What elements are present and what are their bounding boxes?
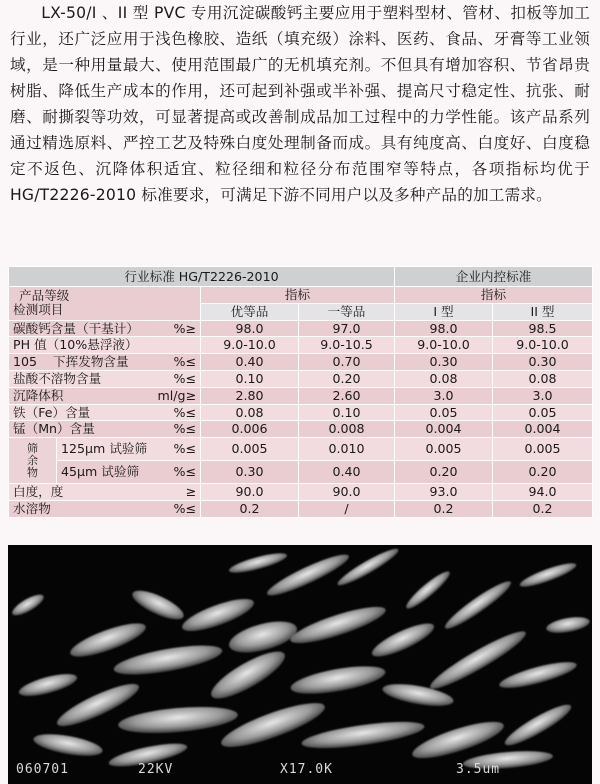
sem-particles-image bbox=[8, 545, 592, 784]
row-unit: ml/g≥ bbox=[157, 387, 196, 403]
cell-value: 0.005 bbox=[201, 438, 299, 461]
row-name: 铁（Fe）含量 bbox=[13, 404, 91, 420]
cell-value: 0.20 bbox=[493, 461, 593, 484]
row-name: 45μm 试验筛 bbox=[61, 464, 140, 480]
cell-value: 98.5 bbox=[493, 320, 593, 337]
sem-magnification: X17.0K bbox=[280, 762, 333, 777]
grade-item-header bbox=[9, 287, 201, 321]
table-row bbox=[9, 354, 593, 371]
row-name: 水溶物 bbox=[13, 500, 51, 516]
cell-value: 90.0 bbox=[201, 484, 299, 501]
row-name: 105 下挥发物含量 bbox=[13, 354, 129, 370]
cell-value: 98.0 bbox=[201, 320, 299, 337]
cell-value: 0.08 bbox=[493, 370, 593, 387]
particle-group bbox=[9, 545, 590, 772]
row-name: 盐酸不溶物含量 bbox=[13, 370, 102, 386]
sieve-label-char: 余 bbox=[27, 453, 38, 467]
row-name: 碳酸钙含量（干基计） bbox=[13, 320, 139, 336]
row-name: 锰（Mn）含量 bbox=[13, 421, 95, 437]
grade-label: 产品等级 bbox=[19, 288, 70, 304]
row-unit: %≥ bbox=[173, 320, 196, 336]
sem-scale-value: 3.5um bbox=[456, 762, 501, 777]
cell-value: 3.0 bbox=[395, 387, 493, 404]
cell-value: 3.0 bbox=[493, 387, 593, 404]
cell-value: 0.10 bbox=[201, 370, 299, 387]
cell-value: 0.2 bbox=[201, 500, 299, 517]
table-row bbox=[9, 387, 593, 404]
table-row bbox=[9, 484, 593, 501]
cell-value: 0.005 bbox=[395, 438, 493, 461]
cell-value: 0.2 bbox=[395, 500, 493, 517]
cell-value: 0.70 bbox=[299, 354, 395, 371]
cell-value: 9.0-10.5 bbox=[299, 337, 395, 354]
cell-value: 0.006 bbox=[201, 421, 299, 438]
row-unit: %≤ bbox=[173, 500, 196, 516]
cell-value: 9.0-10.0 bbox=[201, 337, 299, 354]
cell-value: 0.08 bbox=[201, 404, 299, 421]
cell-value: 0.30 bbox=[493, 354, 593, 371]
row-unit: %≤ bbox=[173, 441, 196, 457]
cell-value: 0.40 bbox=[201, 354, 299, 371]
sem-voltage: 22KV bbox=[138, 762, 174, 777]
col-header-type-i: I 型 bbox=[395, 303, 493, 320]
sem-micrograph bbox=[8, 545, 592, 784]
sem-info-bar bbox=[8, 762, 592, 780]
row-unit: ≥ bbox=[185, 484, 196, 500]
cell-value: 93.0 bbox=[395, 484, 493, 501]
product-description bbox=[10, 0, 590, 262]
row-unit: %≤ bbox=[173, 464, 196, 480]
table-row bbox=[9, 404, 593, 421]
description-paragraph: LX-50/I 、II 型 PVC 专用沉淀碳酸钙主要应用于塑料型材、管材、扣板等加工行业，还广泛应用于浅色橡胶、造纸（填充级）涂料、医药、食品、牙膏等工业领域，是一种用量最大、使用范围最广的无机填充剂。不但具有增加容积、节省昂贵树脂、降低生产成本的作用，还可起到补强或半补强、提高尺寸稳定性、抗张、耐磨、耐撕裂等功效，可显著提高或改善制成品加工过程中的力学性能。该产品系列通过精选原料、严控工艺及特殊白度处理制备而成。具有纯度高、白度好、白度稳定不返色、沉降体积适宜、粒径细和粒径分布范围窄等特点，各项指标均优于 HG/T2226-2010 标准要求，可满足下游不同用户以及多种产品的加工需求。 bbox=[10, 4, 590, 204]
row-name: PH 值（10%悬浮液） bbox=[13, 337, 138, 353]
cell-value: 0.08 bbox=[395, 370, 493, 387]
row-name: 白度，度 bbox=[13, 484, 64, 500]
grade-header-row bbox=[9, 287, 593, 304]
item-label: 检测项目 bbox=[13, 302, 64, 318]
table-row bbox=[9, 438, 593, 461]
cell-value: 90.0 bbox=[299, 484, 395, 501]
cell-value: / bbox=[299, 500, 395, 517]
cell-value: 0.20 bbox=[395, 461, 493, 484]
cell-value: 0.20 bbox=[299, 370, 395, 387]
cell-value: 2.60 bbox=[299, 387, 395, 404]
col-header-type-ii: II 型 bbox=[493, 303, 593, 320]
table-row bbox=[9, 370, 593, 387]
table-row bbox=[9, 461, 593, 484]
sieve-label-char: 筛 bbox=[27, 441, 38, 455]
industry-standard-header: 行业标准 HG/T2226-2010 bbox=[9, 267, 395, 287]
cell-value: 0.010 bbox=[299, 438, 395, 461]
cell-value: 0.40 bbox=[299, 461, 395, 484]
table-row bbox=[9, 337, 593, 354]
row-unit: %≤ bbox=[173, 354, 196, 370]
row-unit: %≤ bbox=[173, 404, 196, 420]
table-row bbox=[9, 500, 593, 517]
row-unit: %≤ bbox=[173, 370, 196, 386]
cell-value: 0.30 bbox=[395, 354, 493, 371]
cell-value: 0.05 bbox=[395, 404, 493, 421]
cell-value: 0.005 bbox=[493, 438, 593, 461]
cell-value: 94.0 bbox=[493, 484, 593, 501]
cell-value: 0.30 bbox=[201, 461, 299, 484]
row-name: 沉降体积 bbox=[13, 387, 64, 403]
cell-value: 0.2 bbox=[493, 500, 593, 517]
specification-table bbox=[8, 266, 593, 518]
enterprise-standard-header: 企业内控标准 bbox=[395, 267, 593, 287]
sieve-label-char: 物 bbox=[27, 465, 38, 479]
sem-id-code: 060701 bbox=[16, 762, 69, 777]
cell-value: 0.05 bbox=[493, 404, 593, 421]
cell-value: 2.80 bbox=[201, 387, 299, 404]
col-header-first-grade: 一等品 bbox=[299, 303, 395, 320]
cell-value: 0.004 bbox=[493, 421, 593, 438]
cell-value: 9.0-10.0 bbox=[395, 337, 493, 354]
sieve-residue-label bbox=[9, 438, 57, 484]
cell-value: 0.004 bbox=[395, 421, 493, 438]
row-unit: %≤ bbox=[173, 421, 196, 437]
table-row bbox=[9, 421, 593, 438]
row-name: 125μm 试验筛 bbox=[61, 441, 148, 457]
table-row bbox=[9, 320, 593, 337]
cell-value: 97.0 bbox=[299, 320, 395, 337]
cell-value: 9.0-10.0 bbox=[493, 337, 593, 354]
cell-value: 0.008 bbox=[299, 421, 395, 438]
col-header-premium: 优等品 bbox=[201, 303, 299, 320]
industry-indicator-header: 指标 bbox=[201, 287, 395, 304]
cell-value: 0.10 bbox=[299, 404, 395, 421]
enterprise-indicator-header: 指标 bbox=[395, 287, 593, 304]
standard-header-row bbox=[9, 267, 593, 287]
cell-value: 98.0 bbox=[395, 320, 493, 337]
